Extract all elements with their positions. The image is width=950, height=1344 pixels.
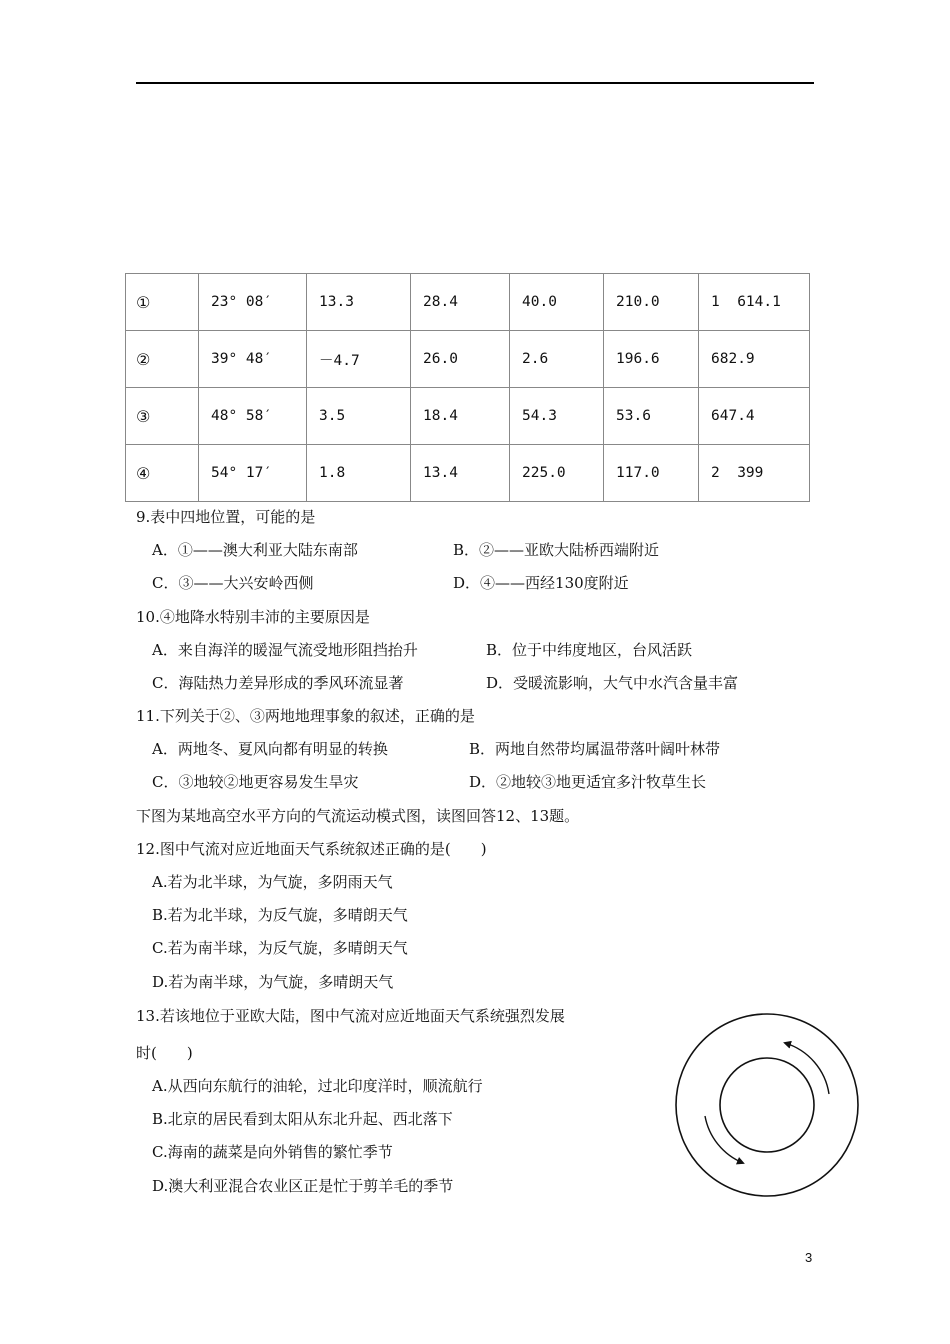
table-cell: 647.4 bbox=[699, 388, 810, 445]
table-cell: 28.4 bbox=[411, 274, 510, 331]
q13-option-c: C.海南的蔬菜是向外销售的繁忙季节 bbox=[152, 1143, 393, 1161]
table-cell: 39° 48′ bbox=[199, 331, 307, 388]
table-cell: 54.3 bbox=[510, 388, 604, 445]
q13-option-b: B.北京的居民看到太阳从东北升起、西北落下 bbox=[152, 1110, 453, 1128]
outer-circle bbox=[676, 1014, 858, 1196]
table-row bbox=[126, 445, 810, 502]
airflow-pattern-diagram bbox=[674, 1012, 860, 1198]
table-cell: 1 614.1 bbox=[699, 274, 810, 331]
q12-option-b: B.若为北半球，为反气旋，多晴朗天气 bbox=[152, 906, 408, 924]
table-cell: ② bbox=[126, 331, 199, 388]
q12-option-c: C.若为南半球，为反气旋，多晴朗天气 bbox=[152, 939, 408, 957]
q11-option-a: A．两地冬、夏风向都有明显的转换 bbox=[152, 740, 388, 758]
q9-option-c: C．③——大兴安岭西侧 bbox=[152, 574, 314, 592]
q12-option-a: A.若为北半球，为气旋，多阴雨天气 bbox=[152, 873, 393, 891]
climate-data-table bbox=[125, 273, 810, 502]
table-row bbox=[126, 331, 810, 388]
table-cell: ① bbox=[126, 274, 199, 331]
q9-option-d: D．④——西经130度附近 bbox=[453, 574, 629, 592]
table-cell: 225.0 bbox=[510, 445, 604, 502]
inner-circle bbox=[720, 1058, 814, 1152]
table-row bbox=[126, 274, 810, 331]
q11-option-b: B．两地自然带均属温带落叶阔叶林带 bbox=[469, 740, 721, 758]
table-cell: －4.7 bbox=[307, 331, 411, 388]
table-cell: 23° 08′ bbox=[199, 274, 307, 331]
table-cell: 1.8 bbox=[307, 445, 411, 502]
q10-option-c: C．海陆热力差异形成的季风环流显著 bbox=[152, 674, 404, 692]
q9-stem: 9.表中四地位置，可能的是 bbox=[136, 508, 316, 526]
table-cell: 18.4 bbox=[411, 388, 510, 445]
table-cell: 40.0 bbox=[510, 274, 604, 331]
q10-option-d: D．受暖流影响，大气中水汽含量丰富 bbox=[486, 674, 739, 692]
q13-option-d: D.澳大利亚混合农业区正是忙于剪羊毛的季节 bbox=[152, 1177, 454, 1195]
table-cell: 2.6 bbox=[510, 331, 604, 388]
table-cell: 196.6 bbox=[604, 331, 699, 388]
table-cell: 26.0 bbox=[411, 331, 510, 388]
q13-option-a: A.从西向东航行的油轮，过北印度洋时，顺流航行 bbox=[152, 1077, 483, 1095]
q11-option-c: C．③地较②地更容易发生旱灾 bbox=[152, 773, 359, 791]
q9-option-b: B．②——亚欧大陆桥西端附近 bbox=[453, 541, 660, 559]
table-cell: 48° 58′ bbox=[199, 388, 307, 445]
table-cell: 3.5 bbox=[307, 388, 411, 445]
q11-option-d: D．②地较③地更适宜多汁牧草生长 bbox=[469, 773, 707, 791]
table-row bbox=[126, 388, 810, 445]
figure-intro: 下图为某地高空水平方向的气流运动模式图，读图回答12、13题。 bbox=[136, 807, 580, 825]
table-cell: 117.0 bbox=[604, 445, 699, 502]
table-cell: 2 399 bbox=[699, 445, 810, 502]
table-cell: 682.9 bbox=[699, 331, 810, 388]
header-rule bbox=[136, 82, 814, 84]
q11-stem: 11.下列关于②、③两地地理事象的叙述，正确的是 bbox=[136, 707, 475, 725]
table-cell: 54° 17′ bbox=[199, 445, 307, 502]
q13-stem-continued: 时( ) bbox=[136, 1044, 193, 1062]
table-cell: ④ bbox=[126, 445, 199, 502]
table-cell: 53.6 bbox=[604, 388, 699, 445]
table-cell: 13.3 bbox=[307, 274, 411, 331]
q12-stem: 12.图中气流对应近地面天气系统叙述正确的是( ) bbox=[136, 840, 487, 858]
table-cell: 13.4 bbox=[411, 445, 510, 502]
page-number: 3 bbox=[805, 1250, 813, 1265]
q10-stem: 10.④地降水特别丰沛的主要原因是 bbox=[136, 608, 370, 626]
table-cell: ③ bbox=[126, 388, 199, 445]
table-cell: 210.0 bbox=[604, 274, 699, 331]
q9-option-a: A．①——澳大利亚大陆东南部 bbox=[152, 541, 358, 559]
q13-stem: 13.若该地位于亚欧大陆，图中气流对应近地面天气系统强烈发展 bbox=[136, 1007, 565, 1025]
q10-option-b: B．位于中纬度地区，台风活跃 bbox=[486, 641, 693, 659]
q12-option-d: D.若为南半球，为气旋，多晴朗天气 bbox=[152, 973, 394, 991]
upper-right-arrow bbox=[785, 1043, 829, 1094]
q10-option-a: A．来自海洋的暖湿气流受地形阻挡抬升 bbox=[152, 641, 418, 659]
